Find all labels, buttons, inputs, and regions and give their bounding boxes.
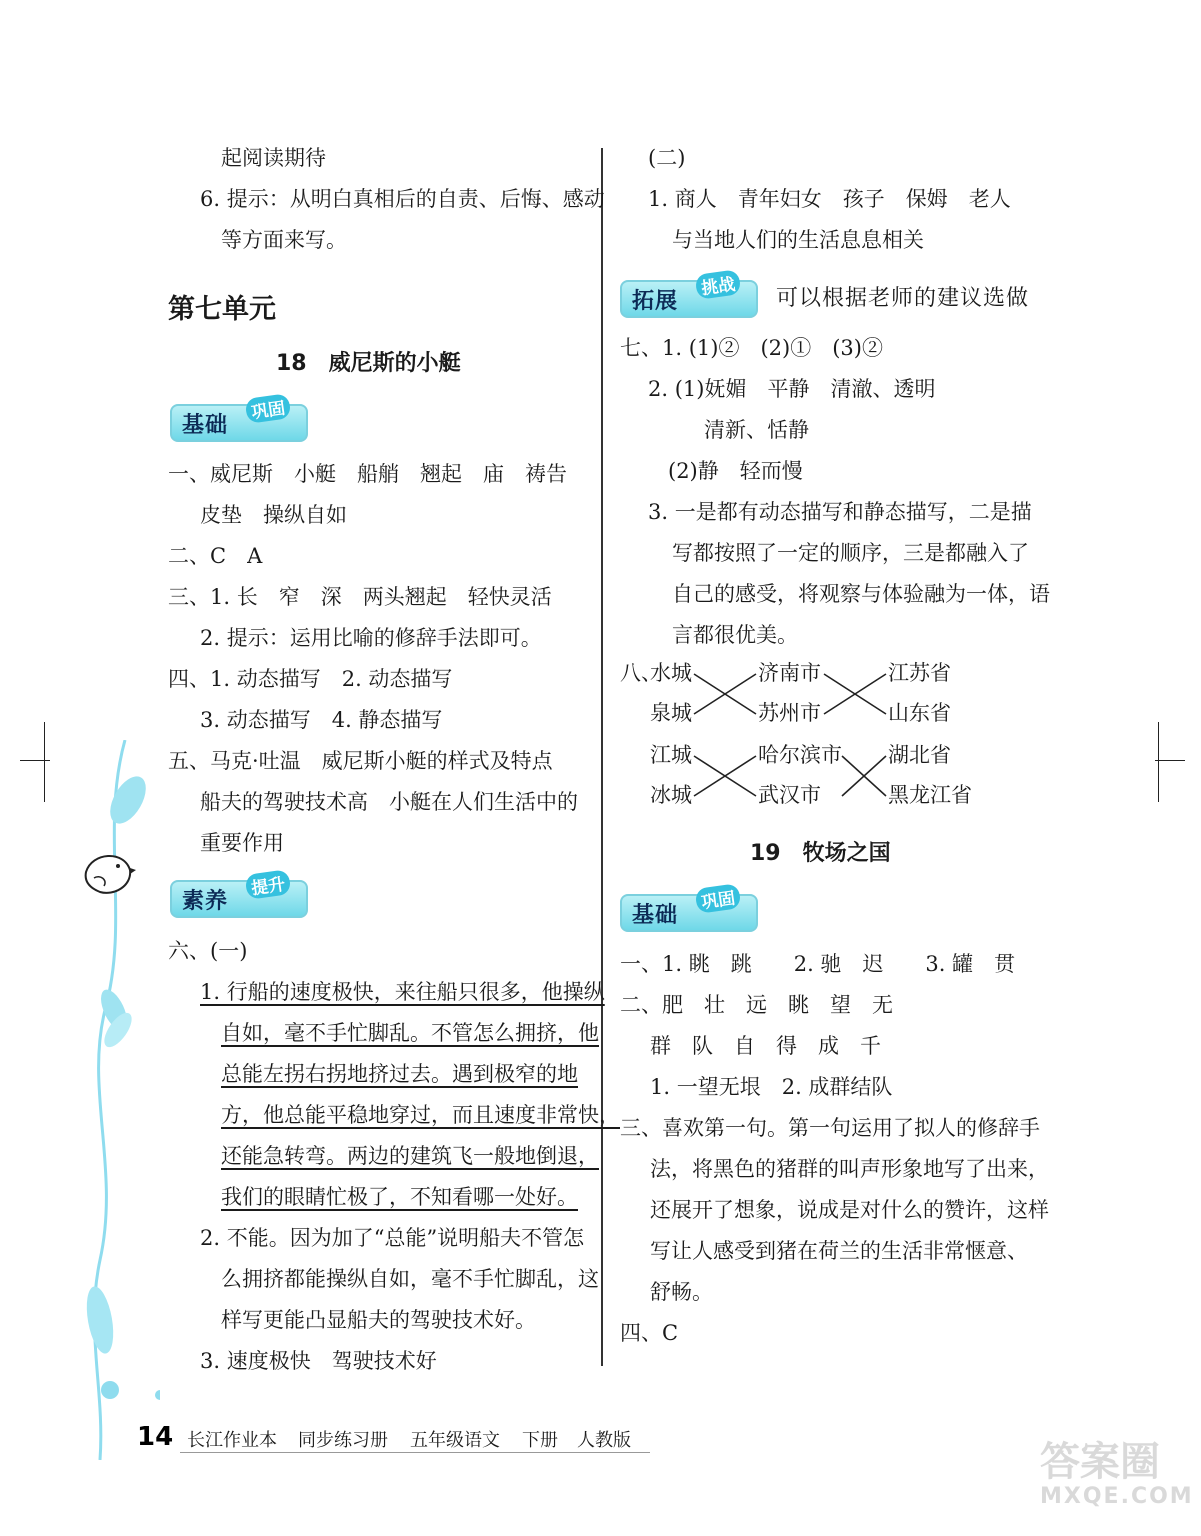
footer-item: 同步练习册 <box>298 1430 388 1451</box>
badge-sup-label: 巩固 <box>244 393 291 424</box>
match-right-item: 湖北省 <box>888 743 951 767</box>
text-line: (二) <box>648 146 686 170</box>
badge-label: 拓展 <box>632 289 679 314</box>
match-prefix: 八、 <box>620 661 662 685</box>
underlined-text-line: 1. 行船的速度极快，来往船只很多，他操纵 <box>200 980 605 1004</box>
text-line: 法，将黑色的猪群的叫声形象地写了出来， <box>650 1157 1049 1181</box>
text-line: 一、威尼斯 小艇 船艄 翘起 庙 祷告 <box>168 462 567 486</box>
text-line: 船夫的驾驶技术高 小艇在人们生活中的 <box>200 790 578 814</box>
text-line: 与当地人们的生活息息相关 <box>672 228 924 252</box>
text-line: 写都按照了一定的顺序，三是都融入了 <box>672 541 1029 565</box>
text-line: 2. 不能。因为加了“总能”说明船夫不管怎 <box>200 1226 585 1250</box>
text-line: 写让人感受到猪在荷兰的生活非常惬意、 <box>650 1239 1028 1263</box>
footer-item: 人教版 <box>577 1430 631 1451</box>
match-mid-item: 苏州市 <box>758 701 821 725</box>
crop-mark-right-v <box>1158 722 1159 802</box>
underlined-text-line: 我们的眼睛忙极了，不知看哪一处好。 <box>221 1185 578 1209</box>
match-left-item: 冰城 <box>650 783 692 807</box>
badge-label: 基础 <box>632 903 679 928</box>
text-line: 重要作用 <box>200 831 284 855</box>
match-left-item: 江城 <box>650 743 692 767</box>
match-lines <box>690 660 900 810</box>
text-line: 1. 一望无垠 2. 成群结队 <box>650 1075 893 1099</box>
badge-label: 素养 <box>182 889 229 914</box>
text-line: 1. 商人 青年妇女 孩子 保姆 老人 <box>648 187 1011 211</box>
text-line: 四、1. 动态描写 2. 动态描写 <box>168 667 453 691</box>
footer-item: 下册 <box>522 1430 558 1451</box>
match-left-item: 水城 <box>650 661 692 685</box>
crop-mark-right-h <box>1155 760 1185 761</box>
column-divider <box>601 148 603 1366</box>
section-badge-jichu <box>170 400 310 440</box>
lesson-title: 18 威尼斯的小艇 <box>276 351 461 376</box>
bird-icon <box>80 848 136 898</box>
text-line: 2. 提示：运用比喻的修辞手法即可。 <box>200 626 542 650</box>
text-line: 三、喜欢第一句。第一句运用了拟人的修辞手 <box>620 1116 1040 1140</box>
text-line: 舒畅。 <box>650 1280 713 1304</box>
lesson-title: 19 牧场之国 <box>750 841 891 866</box>
text-line: 皮垫 操纵自如 <box>200 503 347 527</box>
badge-label: 基础 <box>182 413 229 438</box>
section-badge-tuozhan <box>620 276 760 316</box>
text-line: 等方面来写。 <box>221 228 347 252</box>
underlined-text-line: 方，他总能平稳地穿过，而且速度非常快， <box>221 1103 620 1127</box>
text-line: 2. (1)妩媚 平静 清澈、透明 <box>648 377 936 401</box>
badge-sup-label: 挑战 <box>694 269 741 300</box>
crop-mark-left-h <box>20 760 50 761</box>
watermark-top: 答案圈 <box>1040 1439 1160 1485</box>
match-mid-item: 济南市 <box>758 661 821 685</box>
text-line: 五、马克·吐温 威尼斯小艇的样式及特点 <box>168 749 553 773</box>
match-right-item: 江苏省 <box>888 661 951 685</box>
footer-item: 长江作业本 <box>187 1430 277 1451</box>
text-line: 3. 动态描写 4. 静态描写 <box>200 708 443 732</box>
text-line: 起阅读期待 <box>221 146 326 170</box>
text-line: 六、(一) <box>168 939 248 963</box>
optional-note: 可以根据老师的建议选做 <box>776 286 1030 311</box>
text-line: 一、1. 眺 跳 2. 驰 迟 3. 罐 贯 <box>620 952 1016 976</box>
text-line: 还展开了想象，说成是对什么的赞许，这样 <box>650 1198 1049 1222</box>
unit-title: 第七单元 <box>168 294 276 325</box>
text-line: 言都很优美。 <box>672 623 798 647</box>
badge-sup-label: 提升 <box>244 869 291 900</box>
text-line: 么拥挤都能操纵自如，毫不手忙脚乱，这 <box>221 1267 599 1291</box>
badge-sup-label: 巩固 <box>694 883 741 914</box>
section-badge-jichu <box>620 890 760 930</box>
text-line: 三、1. 长 窄 深 两头翘起 轻快灵活 <box>168 585 552 609</box>
crop-mark-left-v <box>44 722 45 802</box>
underlined-text-line: 总能左拐右拐地挤过去。遇到极窄的地 <box>221 1062 578 1086</box>
text-line: 二、C A <box>168 544 263 568</box>
footer-item: 五年级语文 <box>410 1430 500 1451</box>
text-line: 群 队 自 得 成 千 <box>650 1034 881 1058</box>
text-line: 样写更能凸显船夫的驾驶技术好。 <box>221 1308 536 1332</box>
match-right-item: 黑龙江省 <box>888 783 972 807</box>
text-line: 3. 速度极快 驾驶技术好 <box>200 1349 437 1373</box>
underlined-text-line: 还能急转弯。两边的建筑飞一般地倒退， <box>221 1144 599 1168</box>
watermark-bottom: MXQE.COM <box>1040 1484 1194 1509</box>
watermark <box>1040 1440 1194 1510</box>
text-line: 七、1. (1)② (2)① (3)② <box>620 336 883 360</box>
text-line: 四、C <box>620 1321 679 1345</box>
text-line: 清新、恬静 <box>704 418 809 442</box>
underlined-text-line: 自如，毫不手忙脚乱。不管怎么拥挤，他 <box>221 1021 599 1045</box>
text-line: 3. 一是都有动态描写和静态描写，二是描 <box>648 500 1032 524</box>
match-right-item: 山东省 <box>888 701 951 725</box>
page-number: 14 <box>137 1422 174 1452</box>
match-mid-item: 哈尔滨市 <box>758 743 842 767</box>
section-badge-suyang <box>170 876 310 916</box>
text-line: 自己的感受，将观察与体验融为一体，语 <box>672 582 1050 606</box>
footer-rule <box>180 1452 650 1453</box>
text-line: (2)静 轻而慢 <box>668 459 803 483</box>
text-line: 6. 提示：从明白真相后的自责、后悔、感动 <box>200 187 605 211</box>
match-left-item: 泉城 <box>650 701 692 725</box>
text-line: 二、肥 壮 远 眺 望 无 <box>620 993 893 1017</box>
match-mid-item: 武汉市 <box>758 783 821 807</box>
